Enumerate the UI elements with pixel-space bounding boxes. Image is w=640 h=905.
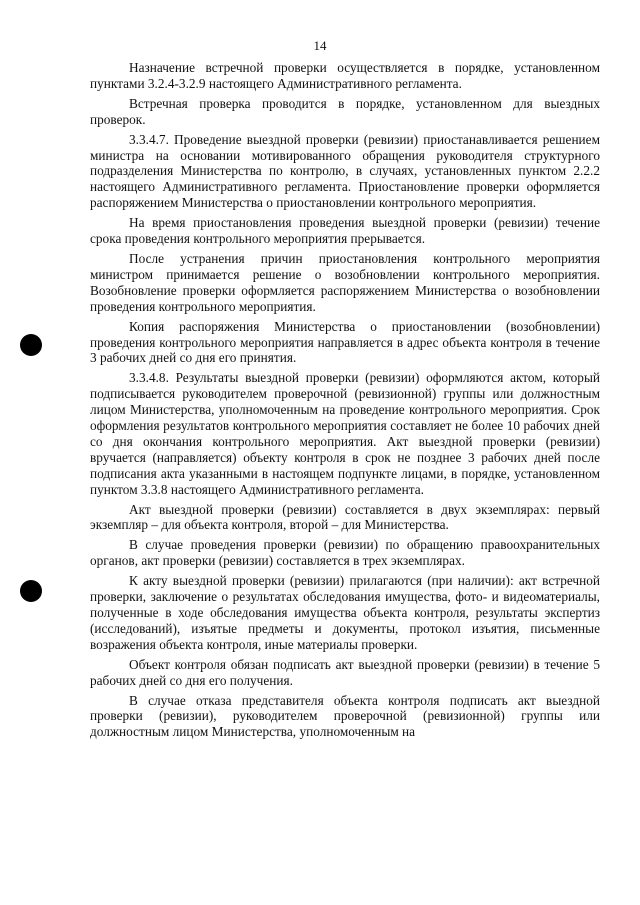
paragraph: 3.3.4.7. Проведение выездной проверки (ревизии) приостанавливается решением министра на основании мотивированного обращения руководителя структурного подразделения Министерства по контролю, в случаях, установленных пунктом 2.2.2 настоящего Административного регламента. Приостановление проверки оформляется распоряжением Министерства о приостановлении контрольного мероприятия.	[90, 131, 600, 211]
paragraph: Акт выездной проверки (ревизии) составляется в двух экземплярах: первый экземпляр – для объекта контроля, второй – для Министерства.	[90, 501, 600, 533]
binder-hole-mark	[20, 334, 42, 356]
paragraph: К акту выездной проверки (ревизии) прилагаются (при наличии): акт встречной проверки, заключение о результатах обследования имущества, фото- и видеоматериалы, полученные в ходе обследования имущества объекта контроля, результаты экспертиз (исследований), изъятые предметы и документы, протокол изъятия, письменные возражения объекта контроля, иные материалы проверки.	[90, 573, 600, 652]
paragraph: Копия распоряжения Министерства о приостановлении (возобновлении) проведения контрольного мероприятия направляется в адрес объекта контроля в течение 3 рабочих дней со дня его принятия.	[90, 318, 600, 366]
page-number: 14	[313, 38, 327, 53]
binder-hole-mark	[20, 580, 42, 602]
paragraph: В случае отказа представителя объекта контроля подписать акт выездной проверки (ревизии), руководителем проверочной (ревизионной) группы или должностным лицом Министерства, уполномоченным на	[90, 692, 600, 740]
paragraph: Встречная проверка проводится в порядке, установленном для выездных проверок.	[90, 95, 600, 127]
paragraph: После устранения причин приостановления контрольного мероприятия министром принимается решение о возобновлении контрольного мероприятия. Возобновление проверки оформляется распоряжением Министерства о возобновлении проведения контрольного мероприятия.	[90, 250, 600, 314]
document-body	[90, 60, 600, 744]
paragraph: В случае проведения проверки (ревизии) по обращению правоохранительных органов, акт проверки (ревизии) составляется в трех экземплярах.	[90, 537, 600, 569]
paragraph: Назначение встречной проверки осуществляется в порядке, установленном пунктами 3.2.4-3.2.9 настоящего Административного регламента.	[90, 60, 600, 91]
paragraph: На время приостановления проведения выездной проверки (ревизии) течение срока проведения контрольного мероприятия прерывается.	[90, 215, 600, 247]
paragraph: Объект контроля обязан подписать акт выездной проверки (ревизии) в течение 5 рабочих дней со дня его получения.	[90, 656, 600, 688]
paragraph: 3.3.4.8. Результаты выездной проверки (ревизии) оформляются актом, который подписывается руководителем проверочной (ревизионной) группы или должностным лицом Министерства, уполномоченным на проведение контрольного мероприятия. Срок оформления результатов контрольного мероприятия составляет не более 10 рабочих дней со дня окончания контрольного мероприятия. Акт выездной проверки (ревизии) вручается (направляется) объекту контроля в срок не позднее 3 рабочих дней после подписания акта указанными в настоящем подпункте лицами, в порядке, установленном пунктом 3.3.8 настоящего Административного регламента.	[90, 370, 600, 497]
